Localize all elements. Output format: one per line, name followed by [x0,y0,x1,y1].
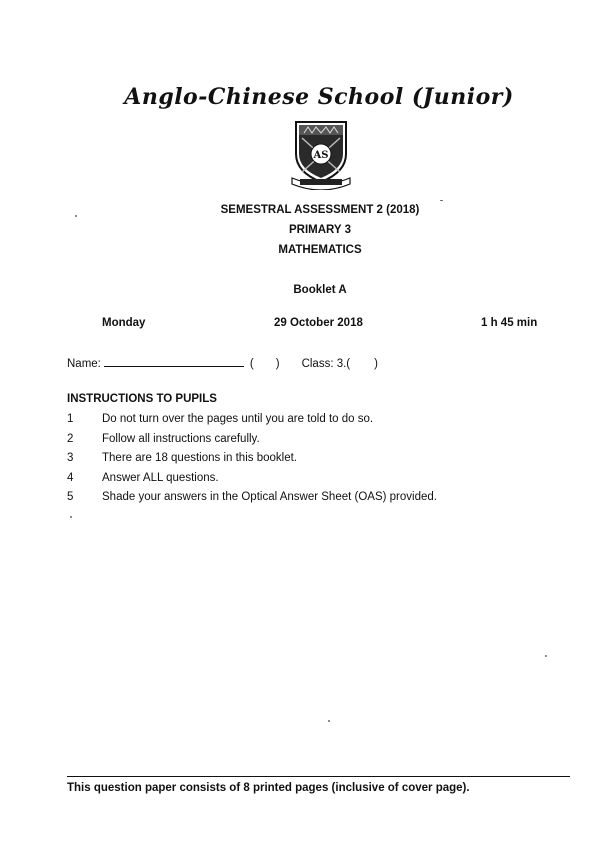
instructions-heading: INSTRUCTIONS TO PUPILS [67,393,217,405]
instructions-list [67,413,437,511]
register-paren-open: ( [249,358,254,370]
subject-title: MATHEMATICS [278,244,362,256]
assessment-title: SEMESTRAL ASSESSMENT 2 (2018) [220,204,420,216]
instruction-item [67,491,437,511]
scan-speck [75,215,77,217]
class-paren-close: ) [374,358,378,370]
instruction-text: Do not turn over the pages until you are told to do so. [102,413,374,425]
footer-divider [67,776,570,777]
class-label: Class: 3.( [301,358,351,370]
instruction-number: 5 [67,491,74,503]
instruction-text: There are 18 questions in this booklet. [102,452,297,464]
scan-speck [328,720,330,722]
name-field[interactable] [104,355,244,367]
instruction-item [67,472,437,492]
name-label: Name: [67,358,101,370]
booklet-title: Booklet A [293,284,347,296]
instruction-item [67,433,437,453]
register-paren-close: ) [275,358,280,370]
instruction-text: Answer ALL questions. [102,471,219,484]
school-name: Anglo-Chinese School (Junior) [124,84,514,110]
level-title: PRIMARY 3 [289,224,351,236]
svg-text:AS: AS [313,150,329,161]
instruction-text: Follow all instructions carefully. [102,432,260,445]
instruction-number: 3 [67,452,74,464]
instruction-item [67,452,437,472]
instruction-number: 1 [67,413,74,425]
instruction-text: Shade your answers in the Optical Answer Sheet (OAS) provided. [102,491,437,503]
instruction-number: 2 [67,432,74,445]
scan-speck [70,516,72,518]
exam-duration: 1 h 45 min [481,317,538,329]
name-class-row [67,355,378,370]
instruction-item [67,413,437,433]
school-crest-icon [290,116,352,190]
exam-date: 29 October 2018 [274,317,363,329]
scan-speck [545,655,547,657]
scan-speck [440,200,443,201]
instruction-number: 4 [67,471,74,484]
exam-day: Monday [102,317,146,329]
page-count-note: This question paper consists of 8 printed pages (inclusive of cover page). [67,782,470,794]
